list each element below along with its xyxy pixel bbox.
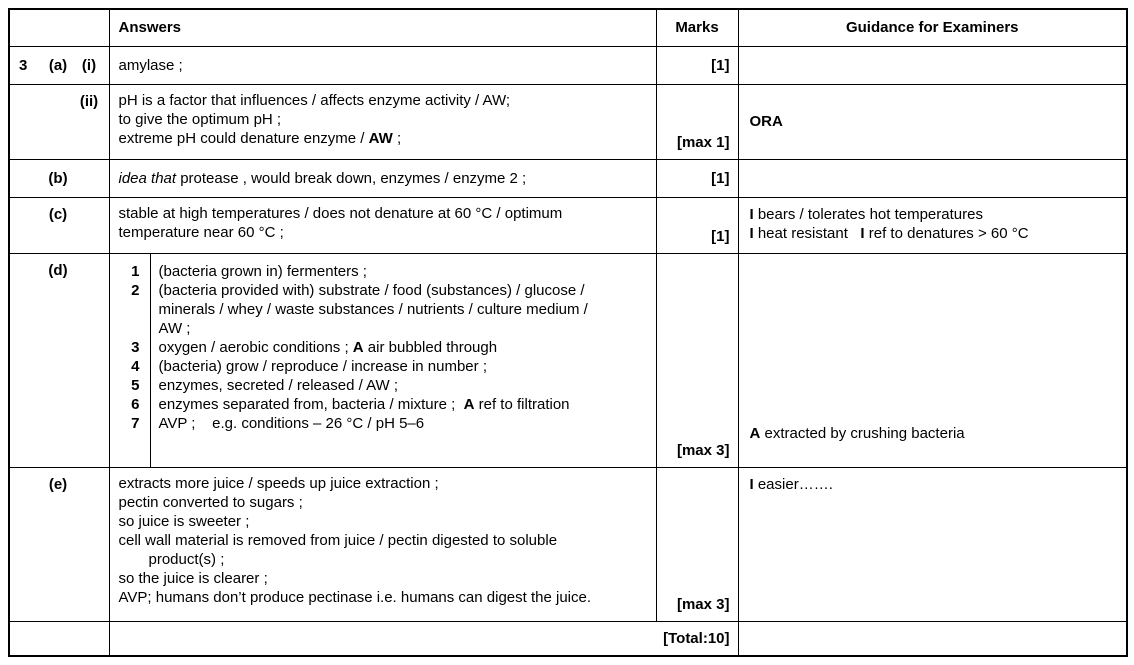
guidance-cell-3d [738,253,1127,467]
list-item-text [150,281,648,338]
header-marks: Marks [656,9,738,46]
question-cell-3b [9,159,109,197]
marks-cell-3a-ii [656,84,738,159]
guidance-segment: easier……. [753,475,833,493]
answer-line: so juice is sweeter ; [118,512,250,530]
question-part: (e) [48,475,68,493]
marks-cell-3a-i [656,46,738,84]
list-item-number: 1 [131,262,140,280]
list-item-number: 6 [131,395,140,413]
row-3c [9,197,1127,253]
question-part: (a) [48,56,68,74]
list-item-line: minerals / whey / waste substances / nutrients / culture medium / [158,300,588,318]
question-number-spacer [19,169,41,188]
header-answers: Answers [109,9,656,46]
list-item [110,357,648,376]
answer-cell-3a-i [109,46,656,84]
list-item-segment: oxygen / aerobic conditions ; [158,338,353,356]
guidance-cell-3c [738,197,1127,253]
list-item-segment: air bubbled through [363,338,498,356]
marks-value: [max 1] [676,133,730,151]
list-item-text [150,338,648,357]
list-item-text: (bacteria) grow / reproduce / increase in number ; [158,357,487,375]
question-number: 3 [19,56,28,74]
answer-line: cell wall material is removed from juice / pectin digested to soluble [118,531,558,549]
question-part: (d) [48,261,68,279]
answer-line: temperature near 60 °C ; [118,223,284,241]
answer-line: pectin converted to sugars ; [118,493,303,511]
header-row [9,9,1127,46]
guidance-segment-bold: I [860,224,865,242]
marks-value: [1] [711,56,730,74]
list-item [110,338,648,357]
list-item-number: 2 [131,281,140,299]
question-subpart: (ii) [79,92,99,110]
question-subpart: (i) [81,56,97,74]
guidance-cell-3b [738,159,1127,197]
list-item-line: (bacteria provided with) substrate / food (substances) / glucose / [158,281,585,299]
marks-cell-3d [656,253,738,467]
list-item [110,414,648,433]
answer-line: AVP; humans don’t produce pectinase i.e. humans can digest the juice. [118,588,592,606]
answer-line [119,129,648,148]
question-cell-3a-ii [9,84,109,159]
list-item-number: 3 [131,338,140,356]
row-3a-i [9,46,1127,84]
list-item-number: 5 [131,376,140,394]
question-cell-3c [9,197,109,253]
answer-line: so the juice is clearer ; [118,569,268,587]
list-item-text: AVP ; e.g. conditions – 26 °C / pH 5–6 [158,414,425,432]
answer-text: amylase ; [118,56,183,74]
list-item-text: (bacteria grown in) fermenters ; [158,262,367,280]
question-subpart-spacer [75,475,103,494]
guidance-cell-3a-i [738,46,1127,84]
guidance-segment: ref to denatures > 60 °C [864,224,1029,242]
answer-cell-3c [109,197,656,253]
answer-line [119,169,648,188]
list-item-line: AW ; [158,319,191,337]
guidance-cell-3a-ii [738,84,1127,159]
marks-value: [max 3] [676,595,730,613]
guidance-segment: heat resistant [753,224,861,242]
question-subpart-spacer [75,261,103,280]
marks-cell-3c [656,197,738,253]
row-3b [9,159,1127,197]
list-item-segment-bold: A [352,338,364,356]
list-item-number: 4 [131,357,140,375]
mark-scheme-table [8,8,1128,657]
question-number-spacer [19,475,41,494]
answer-segment: extreme pH could denature enzyme / [118,129,369,147]
list-item [110,376,648,395]
list-item [110,262,648,281]
row-3e [9,467,1127,621]
row-3a-ii [9,84,1127,159]
guidance-segment-bold: I [749,205,754,223]
answer-segment: ; [392,129,402,147]
header-guidance: Guidance for Examiners [738,9,1127,46]
total-cell [109,621,738,656]
guidance-segment-bold: A [749,424,761,442]
guidance-line [750,424,1119,443]
answer-cell-3d [109,253,656,467]
guidance-segment-bold: I [749,224,754,242]
list-item [110,395,648,414]
answer-line: extracts more juice / speeds up juice extraction ; [118,474,439,492]
list-item-text: enzymes, secreted / released / AW ; [158,376,399,394]
answer-segment: protease , would break down, enzymes / enzyme 2 ; [176,169,527,187]
guidance-line [750,205,1119,224]
row-total [9,621,1127,656]
guidance-line [750,224,1119,243]
row-3d [9,253,1127,467]
answer-line-indented: product(s) ; [148,550,225,568]
list-item-segment: ref to filtration [474,395,570,413]
answer-line: stable at high temperatures / does not denature at 60 °C / optimum [118,204,563,222]
question-number-spacer [19,205,41,224]
guidance-segment-bold: I [749,475,754,493]
header-question-cell [9,9,109,46]
answer-line: pH is a factor that influences / affects enzyme activity / AW; [118,91,511,109]
guidance-cell-total [738,621,1127,656]
guidance-line [750,475,1119,494]
list-item [110,281,648,338]
question-cell-total [9,621,109,656]
answer-cell-3b [109,159,656,197]
question-subpart-spacer [75,205,103,224]
guidance-cell-3e [738,467,1127,621]
question-part: (c) [48,205,68,223]
answer-segment-bold: AW [368,129,393,147]
answer-cell-3a-ii [109,84,656,159]
question-number-spacer [19,92,41,111]
marks-value: [1] [711,227,730,245]
guidance-text: ORA [749,113,783,130]
question-cell-3e [9,467,109,621]
question-part: (b) [48,169,68,187]
guidance-segment: bears / tolerates hot temperatures [753,205,983,223]
list-item-text [150,395,648,414]
guidance-segment: extracted by crushing bacteria [760,424,965,442]
numbered-list-divider [150,254,151,467]
question-cell-3d [9,253,109,467]
answer-line: to give the optimum pH ; [118,110,282,128]
question-subpart-spacer [75,169,103,188]
marks-cell-3b [656,159,738,197]
list-item-segment: enzymes separated from, bacteria / mixture ; [158,395,464,413]
marks-cell-3e [656,467,738,621]
question-number-spacer [19,261,41,280]
list-item-segment-bold: A [463,395,475,413]
answer-segment-italic: idea that [118,169,177,187]
answer-cell-3e [109,467,656,621]
question-part-spacer [41,92,75,111]
question-cell-3a-i [9,46,109,84]
marks-value: [max 3] [676,441,730,459]
marks-value: [1] [711,169,730,187]
list-item-number: 7 [131,414,140,432]
total-marks-value: [Total:10] [663,629,730,647]
